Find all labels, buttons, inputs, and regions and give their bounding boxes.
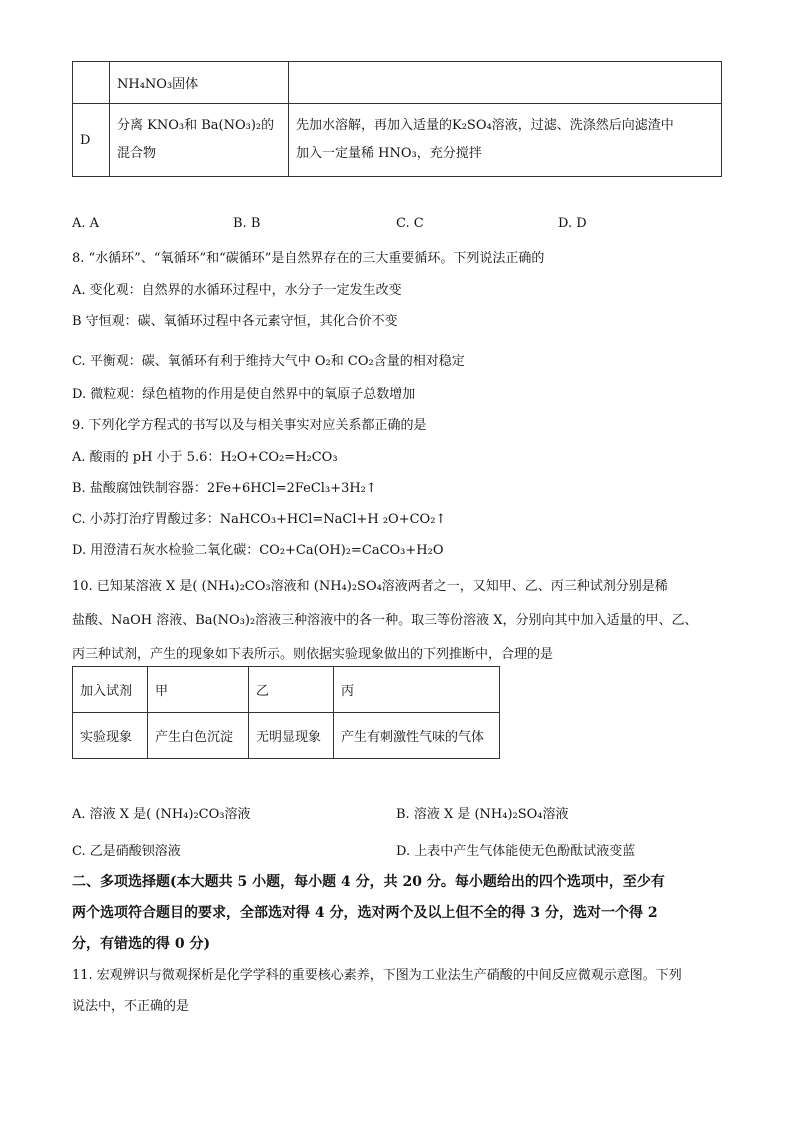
table-row2-method-line1: 先加水溶解，再加入适量的K₂SO₄溶液，过滤、洗涤然后向滤渣中: [296, 118, 674, 133]
q9-option-d: D. 用澄清石灰水检验二氧化碳：CO₂+Ca(OH)₂=CaCO₃+H₂O: [72, 543, 444, 558]
table-row2-item: [110, 104, 289, 177]
section2-line1: 二、多项选择题(本大题共 5 小题，每小题 4 分，共 20 分。每小题给出的四个选项中，至少有: [72, 874, 665, 890]
q10-stem-line1: 10. 已知某溶液 X 是( (NH₄)₂CO₃溶液和 (NH₄)₂SO₄溶液两者之一，又知甲、乙、丙三种试剂分别是稀: [72, 579, 668, 594]
q10-row-bing: 产生有刺激性气味的气体: [334, 713, 500, 759]
q10-option-a: A. 溶液 X 是( (NH₄)₂CO₃溶液: [72, 807, 251, 822]
table-row2-item-line1: 分离 KNO₃和 Ba(NO₃)₂的: [117, 118, 275, 133]
table-row1-method: [289, 62, 722, 104]
table-row1-item: NH₄NO₃固体: [110, 62, 289, 104]
q8-option-c: C. 平衡观：碳、氧循环有利于维持大气中 O₂和 CO₂含量的相对稳定: [72, 354, 465, 369]
q10-header-reagent: 加入试剂: [73, 667, 148, 713]
section2-line3: 分，有错选的得 0 分): [72, 936, 211, 952]
q10-option-c: C. 乙是硝酸钡溶液: [72, 844, 181, 859]
q10-option-d: D. 上表中产生气体能使无色酚酞试液变蓝: [396, 844, 636, 859]
table-row2-label: D: [73, 104, 110, 177]
q9-option-c: C. 小苏打治疗胃酸过多：NaHCO₃+HCl=NaCl+H ₂O+CO₂↑: [72, 512, 447, 527]
q10-row-yi: 无明显现象: [249, 713, 334, 759]
q8-option-b: B 守恒观：碳、氧循环过程中各元素守恒，其化合价不变: [72, 314, 398, 329]
q9-option-b: B. 盐酸腐蚀铁制容器：2Fe+6HCl=2FeCl₃+3H₂↑: [72, 481, 377, 496]
q7-option-a: A. A: [72, 216, 100, 231]
table-row2-method-line2: 加入一定量稀 HNO₃，充分搅拌: [296, 146, 482, 161]
q10-header-jia: 甲: [148, 667, 249, 713]
q8-option-a: A. 变化观：自然界的水循环过程中，水分子一定发生改变: [72, 283, 402, 298]
table-row1-label: [73, 62, 110, 104]
q11-line1: 11. 宏观辨识与微观探析是化学学科的重要核心素养，下图为工业法生产硝酸的中间反应微观示意图。下列: [72, 968, 682, 983]
q11-line2: 说法中，不正确的是: [72, 999, 190, 1014]
q8-option-d: D. 微粒观：绿色植物的作用是使自然界中的氧原子总数增加: [72, 387, 416, 402]
q10-row-label: 实验现象: [73, 713, 148, 759]
q7-option-b: B. B: [233, 216, 261, 231]
q10-table: [72, 666, 500, 759]
q9-stem: 9. 下列化学方程式的书写以及与相关事实对应关系都正确的是: [72, 418, 427, 433]
table-row2-item-line2: 混合物: [117, 146, 157, 161]
q7-option-d: D. D: [558, 216, 587, 231]
q7-table: [72, 61, 722, 177]
q10-row-jia: 产生白色沉淀: [148, 713, 249, 759]
table-row2-method: [289, 104, 722, 177]
section2-line2: 两个选项符合题目的要求，全部选对得 4 分，选对两个及以上但不全的得 3 分，选对一个得 2: [72, 905, 658, 921]
q7-option-c: C. C: [396, 216, 424, 231]
q10-stem-line3: 丙三种试剂，产生的现象如下表所示。则依据实验现象做出的下列推断中，合理的是: [72, 647, 554, 662]
q10-stem-line2: 盐酸、NaOH 溶液、Ba(NO₃)₂溶液三种溶液中的各一种。取三等份溶液 X，分别向其中加入适量的甲、乙、: [72, 613, 698, 628]
q10-header-bing: 丙: [334, 667, 500, 713]
q10-header-yi: 乙: [249, 667, 334, 713]
q10-option-b: B. 溶液 X 是 (NH₄)₂SO₄溶液: [396, 807, 569, 822]
q9-option-a: A. 酸雨的 pH 小于 5.6：H₂O+CO₂=H₂CO₃: [72, 450, 338, 465]
q8-stem: 8. “水循环”、“氧循环”和“碳循环”是自然界存在的三大重要循环。下列说法正确的: [72, 251, 545, 266]
